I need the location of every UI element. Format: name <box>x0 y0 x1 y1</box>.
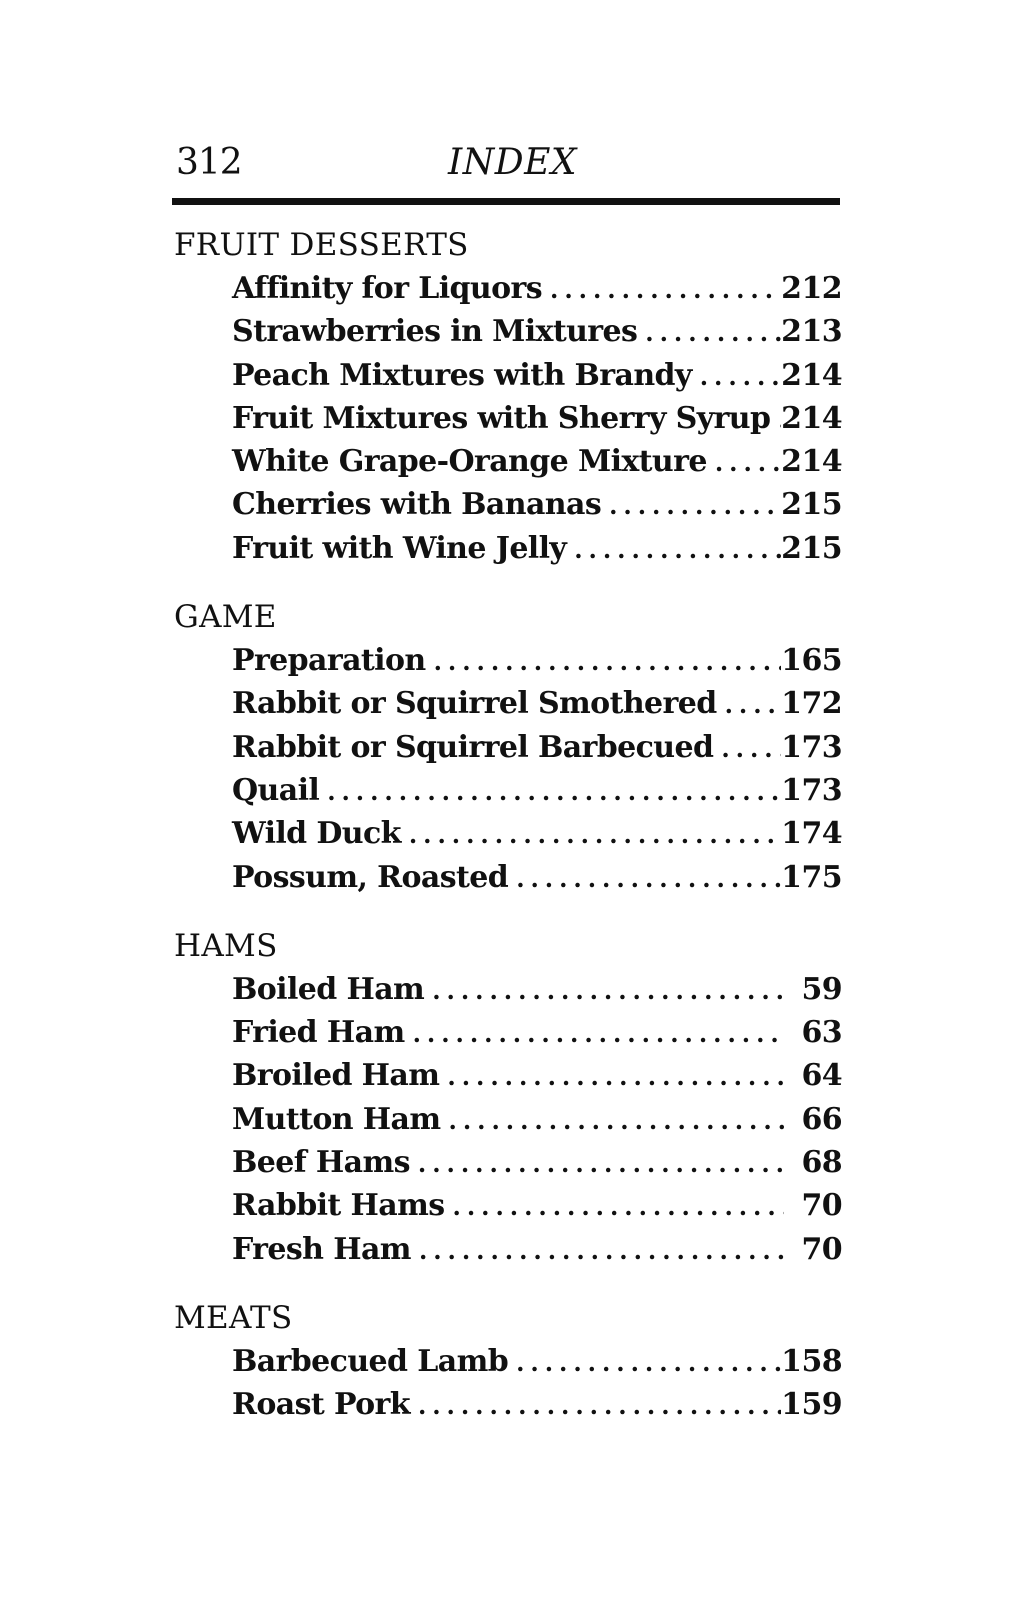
index-content <box>172 224 842 1453</box>
index-entry <box>232 310 842 353</box>
dot-leader <box>550 268 781 311</box>
running-title: INDEX <box>448 142 577 183</box>
section-title: MEATS <box>174 1299 293 1336</box>
entry-name: Fresh Ham <box>232 1231 411 1267</box>
entry-name: Boiled Ham <box>232 971 425 1007</box>
entry-page-number: 70 <box>801 1188 842 1224</box>
dot-leader <box>645 311 781 354</box>
entry-name: Roast Pork <box>232 1387 410 1423</box>
entry-page-number: 173 <box>781 772 842 808</box>
index-entry <box>232 1184 842 1227</box>
index-entry <box>232 440 842 483</box>
index-entry <box>232 856 842 899</box>
section-title: GAME <box>174 599 277 636</box>
dot-leader <box>609 484 781 527</box>
index-entry <box>232 639 842 682</box>
entry-page-number: 212 <box>781 271 842 306</box>
dot-leader <box>434 640 782 683</box>
entry-page-number: 63 <box>801 1015 842 1051</box>
section-title: FRUIT DESSERTS <box>174 227 469 263</box>
index-section-meats <box>172 1297 842 1427</box>
dot-leader <box>453 1185 784 1228</box>
index-entry <box>232 682 842 725</box>
entry-page-number: 213 <box>781 314 842 350</box>
entry-page-number: 64 <box>801 1058 842 1094</box>
entry-name: Beef Hams <box>232 1145 410 1181</box>
entry-page-number: 158 <box>781 1343 842 1379</box>
book-page <box>172 0 842 1600</box>
dot-leader <box>432 969 784 1012</box>
entry-page-number: 173 <box>781 729 842 765</box>
entry-name: White Grape-Orange Mixture <box>232 444 707 480</box>
entry-page-number: 66 <box>801 1101 842 1137</box>
index-entry <box>232 812 842 855</box>
entry-page-number: 214 <box>781 444 842 480</box>
index-entry <box>232 527 842 570</box>
entry-page-number: 59 <box>801 971 842 1007</box>
index-entry <box>232 726 842 769</box>
dot-leader <box>715 441 781 484</box>
dot-leader <box>516 857 781 900</box>
entry-name: Quail <box>232 772 320 808</box>
dot-leader <box>447 1055 784 1098</box>
dot-leader <box>516 1341 781 1384</box>
entry-name: Cherries with Bananas <box>232 487 602 523</box>
entry-page-number: 214 <box>781 400 842 436</box>
dot-leader <box>419 1229 784 1272</box>
index-entry <box>232 483 842 526</box>
index-entry <box>232 1098 842 1141</box>
dot-leader <box>721 727 781 770</box>
entry-name: Affinity for Liquors <box>232 271 543 306</box>
dot-leader <box>725 683 782 726</box>
dot-leader <box>449 1099 784 1142</box>
index-entry <box>232 968 842 1011</box>
dot-leader <box>409 813 781 856</box>
index-entry <box>232 354 842 397</box>
entry-page-number: 70 <box>801 1231 842 1267</box>
index-section-game <box>172 596 842 899</box>
dot-leader <box>413 1012 784 1055</box>
entry-name: Rabbit Hams <box>232 1188 445 1224</box>
entry-name: Broiled Ham <box>232 1058 440 1094</box>
section-title: HAMS <box>174 927 278 964</box>
page-number: 312 <box>176 142 242 183</box>
entry-name: Strawberries in Mixtures <box>232 314 638 350</box>
index-entry <box>232 1383 842 1426</box>
index-section-fruit-desserts <box>172 224 842 570</box>
entry-page-number: 172 <box>781 686 842 722</box>
dot-leader <box>418 1142 784 1185</box>
entry-page-number: 214 <box>781 357 842 393</box>
dot-leader <box>327 770 781 813</box>
header-rule <box>172 198 840 205</box>
entry-name: Wild Duck <box>232 816 401 852</box>
entry-name: Barbecued Lamb <box>232 1343 509 1379</box>
entry-page-number: 68 <box>801 1145 842 1181</box>
index-entry <box>232 1011 842 1054</box>
index-entry <box>232 1228 842 1271</box>
index-entry <box>232 1054 842 1097</box>
page-header <box>172 140 842 190</box>
index-entry <box>232 1141 842 1184</box>
index-entry <box>232 267 842 310</box>
entry-name: Mutton Ham <box>232 1101 441 1137</box>
entry-page-number: 215 <box>781 530 842 566</box>
dot-leader <box>418 1384 781 1427</box>
entry-page-number: 165 <box>781 643 842 679</box>
entry-page-number: 215 <box>781 487 842 523</box>
entry-name: Fried Ham <box>232 1015 405 1051</box>
index-entry <box>232 769 842 812</box>
entry-page-number: 159 <box>781 1387 842 1423</box>
index-section-hams <box>172 925 842 1271</box>
dot-leader <box>700 355 781 398</box>
index-entry <box>232 397 842 440</box>
entry-name: Rabbit or Squirrel Smothered <box>232 686 717 722</box>
entry-name: Peach Mixtures with Brandy <box>232 357 692 393</box>
entry-name: Fruit Mixtures with Sherry Syrup <box>232 400 771 436</box>
entry-name: Possum, Roasted <box>232 859 509 895</box>
entry-page-number: 175 <box>781 859 842 895</box>
dot-leader <box>574 528 781 571</box>
entry-page-number: 174 <box>781 816 842 852</box>
entry-name: Fruit with Wine Jelly <box>232 530 567 566</box>
entry-name: Rabbit or Squirrel Barbecued <box>232 729 714 765</box>
entry-name: Preparation <box>232 643 426 679</box>
index-entry <box>232 1340 842 1383</box>
